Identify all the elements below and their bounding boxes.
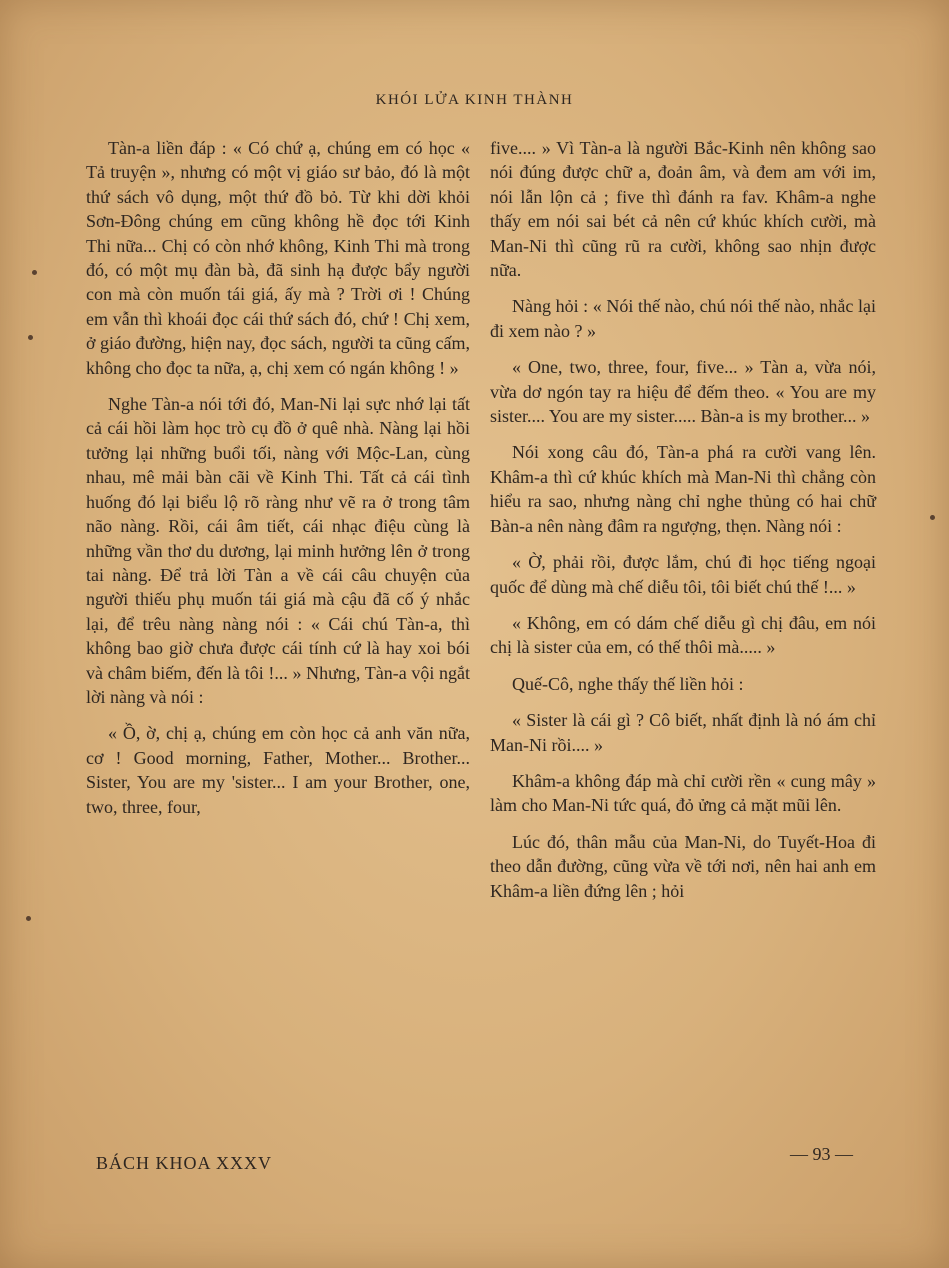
paragraph: « Không, em có dám chế diễu gì chị đâu, em nói chị là sister của em, có thế thôi mà..... » [490, 612, 876, 658]
paragraph: « Ờ, phải rồi, được lắm, chú đi học tiếng ngoại quốc để dùng mà chế diễu tôi, tôi biết chú thế !... » [490, 552, 876, 597]
paragraph: Lúc đó, thân mẫu của Man-Ni, do Tuyết-Hoa đi theo dẫn đường, cũng vừa về tới nơi, nên hai anh em Khâm-a liền đứng lên ; hỏi [490, 831, 876, 901]
paragraph: « One, two, three, four, five... » Tàn a, vừa nói, vừa dơ ngón tay ra hiệu để đếm theo. « You are my sister.... You are my sister..... Bàn-a is my brother... » [490, 357, 876, 427]
magazine-footer: BÁCH KHOA XXXV [96, 1153, 273, 1173]
paragraph: « Sister là cái gì ? Cô biết, nhất định là nó ám chỉ Man-Ni rồi.... » [490, 710, 876, 755]
paragraph: Quế-Cô, nghe thấy thế liền hỏi : [512, 673, 744, 694]
paper-speck [26, 916, 31, 921]
paper-speck [28, 335, 33, 340]
running-head: KHÓI LỬA KINH THÀNH [375, 92, 574, 108]
paragraph: Nàng hỏi : « Nói thế nào, chú nói thế nào, nhắc lại đi xem nào ? » [490, 296, 876, 341]
paragraph: Nghe Tàn-a nói tới đó, Man-Ni lại sực nhớ lại tất cả cái hồi làm học trò cụ đồ ở quê nhà. Nàng lại hồi tưởng lại những buổi tối, nàng với Mộc-Lan, cùng nhau, mê mải bàn cãi về Kinh Thi. Tất cả cái tình huống đó lại biểu lộ rõ ràng như vẽ ra ở trong tâm não nàng. Rồi, cái âm tiết, cái nhạc điệu cùng là những vần thơ du dương, lại minh hưởng lên ở trong tai nàng. Để trả lời Tàn a về cái câu chuyện của người thiếu phụ muốn tái giá mà cậu đã cố ý nhắc lại, để trêu nàng nàng nói : « Cái chú Tàn-a, thì không bao giờ chưa được cái tính cứ là hay xoi bói và châm biếm, đến là tôi !... » Nhưng, Tàn-a vội ngắt lời nàng và nói : [86, 394, 470, 707]
paper-speck [930, 515, 935, 520]
paragraph: Nói xong câu đó, Tàn-a phá ra cười vang lên. Khâm-a thì cứ khúc khích mà Man-Ni thì chẳng còn hiểu ra sao, nhưng nàng chỉ nghe thủng có hai chữ Bàn-a nên nàng đâm ra ngượng, thẹn. Nàng nói : [490, 442, 876, 536]
paper-speck [32, 270, 37, 275]
left-column [86, 136, 470, 831]
right-column [490, 136, 876, 915]
page-number: — 93 — [790, 1144, 853, 1164]
paragraph: « Ồ, ờ, chị ạ, chúng em còn học cả anh văn nữa, cơ ! Good morning, Father, Mother... Brother... Sister, You are my 'sister... I am your Brother, one, two, three, four, [86, 723, 470, 817]
paragraph: Tàn-a liền đáp : « Có chứ ạ, chúng em có học « Tả truyện », nhưng có một vị giáo sư bảo, đó là một thứ sách vô dụng, một thứ đồ bỏ. Từ khi dời khỏi Sơn-Đông chúng em cũng không hề đọc tới Kinh Thi nữa... Chị có còn nhớ không, Kinh Thi mà trong đó, có một mụ đàn bà, đã sinh hạ được bẩy người con mà còn muốn tái giá, ấy mà ? Trời ơi ! Chúng em vẫn thì khoái đọc cái thứ sách đó, chứ ! Chị xem, ở giáo đường, hiện nay, đọc sách, người ta cũng cấm, không cho đọc ta nữa, ạ, chị xem có ngán không ! » [86, 138, 470, 378]
paragraph: five.... » Vì Tàn-a là người Bắc-Kinh nên không sao nói đúng được chữ a, đoản âm, và đem am với im, nói lẫn lộn cả ; five thì đánh ra fav. Khâm-a nghe thấy em nói sai bét cả nên cứ khúc khích cười, mà Man-Ni thì cũng rũ ra cười, không sao nhịn được nữa. [490, 138, 876, 281]
paragraph: Khâm-a không đáp mà chỉ cười rền « cung mây » làm cho Man-Ni tức quá, đỏ ửng cả mặt mũi lên. [490, 770, 876, 816]
